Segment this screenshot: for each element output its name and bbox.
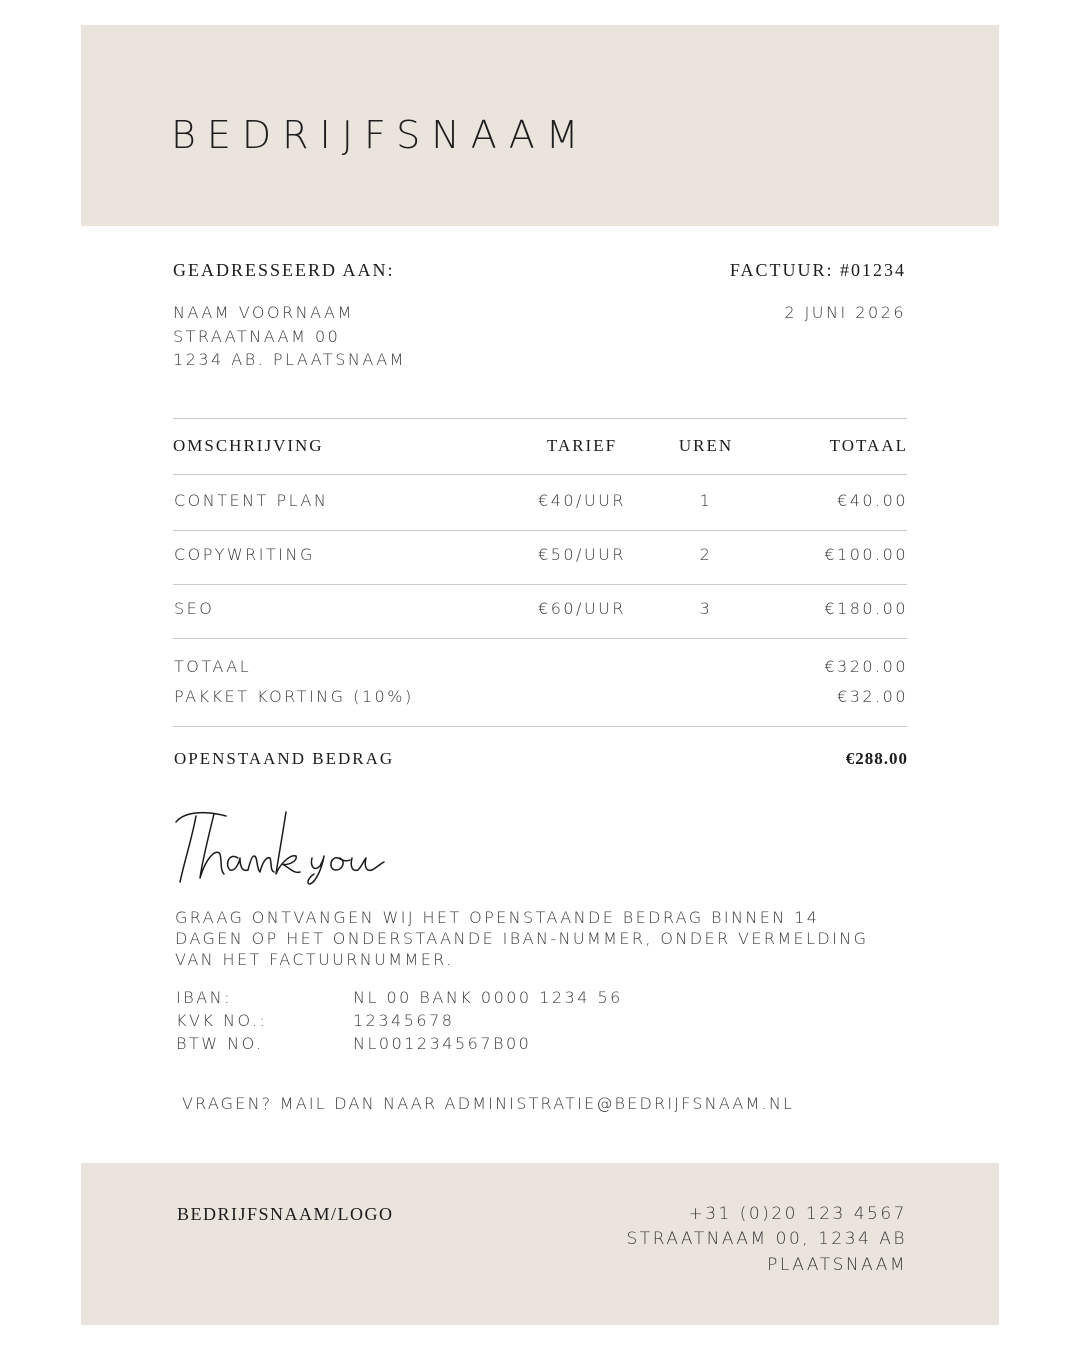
footer-address-line2: PLAATSNAAM [767,1255,907,1275]
recipient-street: STRAATNAAM 00 [173,327,341,346]
table-header-rule [173,474,907,475]
footer-address-line1: STRAATNAAM 00, 1234 AB [626,1229,907,1249]
discount-label: PAKKET KORTING (10%) [174,687,414,706]
thank-you-signature [174,808,394,888]
row-total: €180.00 [824,599,908,618]
column-header-rate: TARIEF [546,436,618,455]
payment-message-line: GRAAG ONTVANGEN WIJ HET OPENSTAANDE BEDRAG BINNEN 14 [175,908,820,927]
subtotal-label: TOTAAL [174,657,252,676]
iban-value: NL 00 BANK 0000 1234 56 [353,988,623,1007]
row-rate: €50/UUR [538,545,626,564]
row-total: €100.00 [824,545,908,564]
row-rate: €40/UUR [538,491,626,510]
row-divider [173,584,907,585]
row-hours: 3 [699,599,713,618]
payment-message-line: DAGEN OP HET ONDERSTAANDE IBAN-NUMMER, ONDER VERMELDING [175,929,869,948]
recipient-name: NAAM VOORNAAM [173,303,354,322]
kvk-label: KVK NO.: [176,1011,268,1030]
column-header-total: TOTAAL [829,436,908,455]
btw-label: BTW NO. [176,1034,264,1053]
btw-value: NL001234567B00 [353,1034,532,1053]
contact-note: VRAGEN? MAIL DAN NAAR ADMINISTRATIE@BEDRIJFSNAAM.NL [182,1094,795,1113]
discount-value: €32.00 [837,687,908,706]
invoice-number: FACTUUR: #01234 [729,260,906,280]
row-divider [173,638,907,639]
payment-message-line: VAN HET FACTUURNUMMER. [175,950,454,969]
payment-message [175,907,868,970]
row-total: €40.00 [837,491,908,510]
row-divider [173,530,907,531]
summary-rule [173,726,907,727]
kvk-value: 12345678 [353,1011,455,1030]
row-rate: €60/UUR [538,599,626,618]
company-title: BEDRIJFSNAAM [171,113,590,157]
row-description: SEO [174,599,215,618]
subtotal-value: €320.00 [824,657,908,676]
invoice-date: 2 JUNI 2026 [784,303,906,322]
iban-label: IBAN: [176,988,232,1007]
footer-logo-text: BEDRIJFSNAAM/LOGO [177,1204,394,1224]
row-description: CONTENT PLAN [174,491,329,510]
amount-due-label: OPENSTAAND BEDRAG [174,749,395,768]
amount-due-value: €288.00 [845,749,908,768]
row-description: COPYWRITING [174,545,315,564]
row-hours: 1 [699,491,713,510]
column-header-description: OMSCHRIJVING [173,436,324,455]
recipient-city: 1234 AB. PLAATSNAAM [173,350,406,369]
header-band [81,25,999,226]
table-top-rule [173,418,907,419]
recipient-heading: GEADRESSEERD AAN: [173,260,395,280]
column-header-hours: UREN [678,436,734,455]
row-hours: 2 [699,545,713,564]
footer-phone: +31 (0)20 123 4567 [688,1204,907,1224]
